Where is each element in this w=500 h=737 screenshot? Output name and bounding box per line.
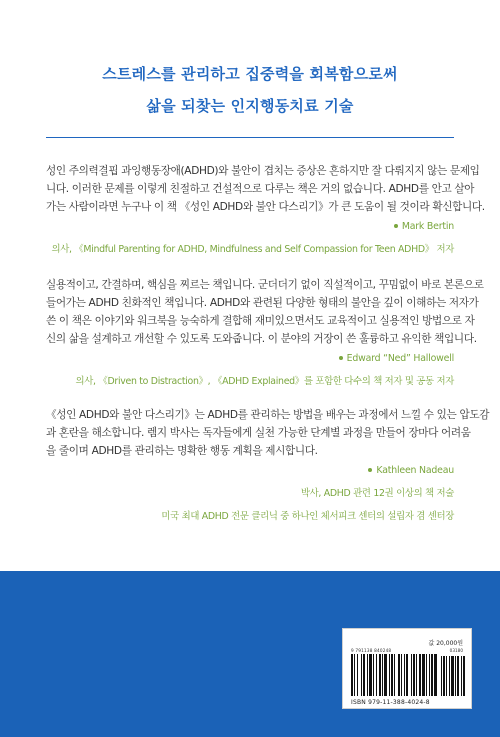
barcode-addon-digits: 03180 [449, 648, 463, 653]
endorser-role-secondary: 미국 최대 ADHD 전문 클리닉 중 하나인 체서피크 센터의 설립자 겸 센터장 [161, 511, 454, 522]
barcode-digits: 9 791138 840248 [351, 648, 392, 653]
quote-line: 들어가는 ADHD 친화적인 책입니다. ADHD와 관련된 다양한 형태의 불안을 깊이 이해하는 저자가 [46, 297, 479, 309]
quote-line: 《성인 ADHD와 불안 다스리기》는 ADHD를 관리하는 방법을 배우는 과정에서 느낄 수 있는 압도감 [46, 409, 490, 421]
bullet-icon [394, 224, 398, 228]
quote-text [46, 406, 490, 460]
quote-line: 실용적이고, 간결하며, 핵심을 찌르는 책입니다. 군더더기 없이 직설적이고, 꾸밈없이 바로 본론으로 [46, 279, 484, 291]
quote-line: 을 줄이며 ADHD를 관리하는 명확한 행동 계획을 제시합니다. [46, 445, 318, 457]
barcode-image [351, 654, 465, 698]
barcode-box [342, 628, 472, 709]
quote-line: 과 혼란을 해소합니다. 렘지 박사는 독자들에게 실천 가능한 단계별 과정을 만들어 장마다 어려움 [46, 427, 471, 439]
quote-line: 가는 사람이라면 누구나 이 책 《성인 ADHD와 불안 다스리기》가 큰 도움이 될 것이라 확신합니다. [46, 201, 485, 213]
endorser-name [46, 351, 454, 367]
quote-line: 신의 삶을 설계하고 개선할 수 있도록 도와줍니다. 이 분야의 거장이 쓴 훌륭하고 유익한 책입니다. [46, 333, 477, 345]
quote-text [46, 276, 484, 348]
endorser-role: 의사, 《Driven to Distraction》, 《ADHD Explained》를 포함한 다수의 책 저자 및 공동 저자 [75, 376, 454, 387]
headline [0, 58, 500, 122]
bullet-icon [339, 356, 343, 360]
endorser-role: 박사, ADHD 관련 12권 이상의 책 저술 [300, 488, 454, 499]
endorser-role: 의사, 《Mindful Parenting for ADHD, Mindfulness and Self Compassion for Teen ADHD》 저자 [51, 244, 454, 255]
bullet-icon [368, 468, 372, 472]
price-label: 값 20,000원 [428, 640, 463, 647]
isbn-label: ISBN 979-11-388-4024-8 [351, 699, 430, 706]
endorsement-1 [46, 162, 485, 258]
endorser-name [46, 219, 454, 235]
headline-line-1: 스트레스를 관리하고 집중력을 회복함으로써 [102, 65, 398, 83]
endorsement-2 [46, 276, 484, 390]
quote-line: 니다. 이러한 문제를 이렇게 친절하고 건설적으로 다루는 책은 거의 없습니다. ADHD를 안고 살아 [46, 183, 475, 195]
endorser-name-text: Mark Bertin [401, 221, 454, 232]
endorsement-3 [46, 406, 490, 525]
endorser-name-text: Kathleen Nadeau [376, 465, 454, 476]
quote-text [46, 162, 485, 216]
quote-line: 성인 주의력결핍 과잉행동장애(ADHD)와 불안이 겹치는 증상은 흔하지만 잘 다뤄지지 않는 문제입 [46, 165, 480, 177]
endorser-name [46, 463, 454, 479]
divider [46, 137, 454, 138]
endorser-name-text: Edward “Ned” Hallowell [346, 353, 454, 364]
headline-line-2: 삶을 되찾는 인지행동치료 기술 [146, 97, 354, 115]
quote-line: 쓴 이 책은 이야기와 워크북을 능숙하게 결합해 재미있으면서도 교육적이고 실용적인 방법으로 자 [46, 315, 475, 327]
